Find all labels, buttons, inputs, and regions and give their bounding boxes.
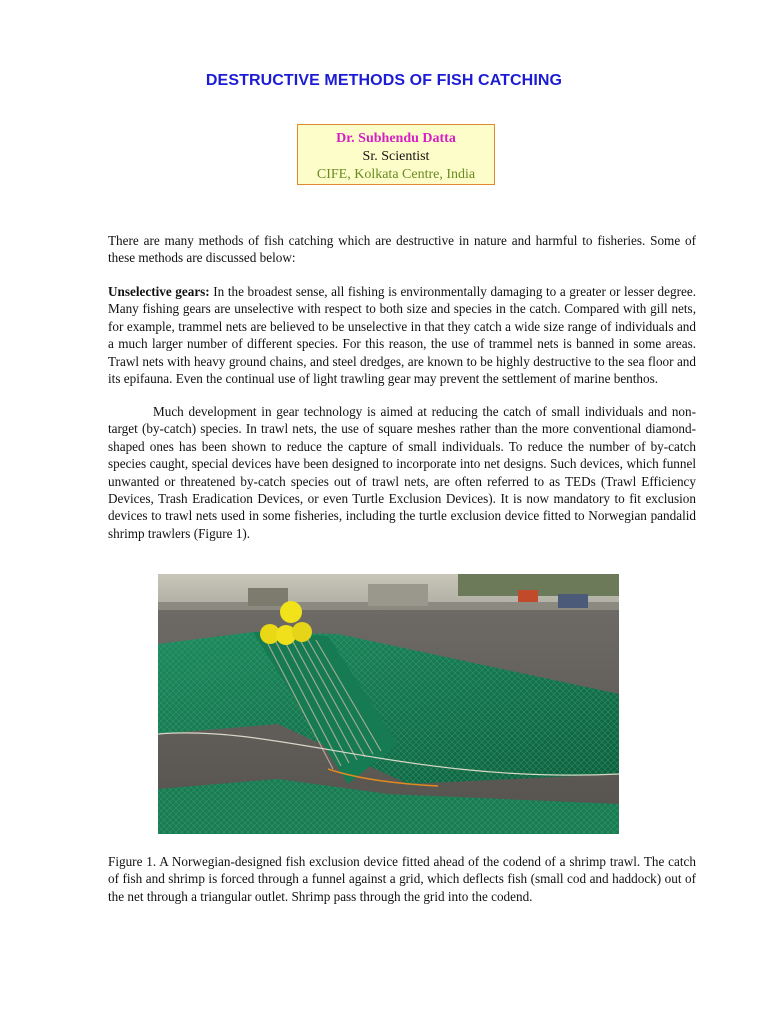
paragraph-text: Much development in gear technology is aimed at reducing the catch of small individuals and non-target (by-catch) species. In trawl nets, the use of square meshes rather than the more conventional diamond-shaped ones has been shown to reduce the capture of small individuals. To reduce the number of by-catch species caught, special devices have been designed to incorporate into net designs. Such devices, which funnel unwanted or threatened by-catch species out of trawl nets, are often referred to as TEDs (Trawl Efficiency Devices, Trash Eradication Devices, or even Turtle Exclusion Devices). It is now mandatory to fit exclusion devices to trawl nets used in some fisheries, including the turtle exclusion device fitted to Norwegian pandalid shrimp trawlers (Figure 1). bbox=[108, 404, 696, 541]
paragraph-text: In the broadest sense, all fishing is environmentally damaging to a greater or lesser degree. Many fishing gears are unselective with respect to both size and species in the catch. Compared with gill nets, for example, trammel nets are believed to be unselective in that they catch a wide size range of individuals and a much larger number of different species. For this reason, the use of trammel nets is banned in some areas. Trawl nets with heavy ground chains, and steel dredges, are known to be highly destructive to the sea floor and its epifauna. Even the continual use of light trawling gear may prevent the settlement of marine benthos. bbox=[108, 284, 696, 387]
author-institution: CIFE, Kolkata Centre, India bbox=[316, 167, 476, 182]
gear-technology-paragraph bbox=[108, 403, 696, 542]
intro-paragraph: There are many methods of fish catching which are destructive in nature and harmful to fisheries. Some of these methods are discussed below: bbox=[108, 233, 696, 266]
figure-caption: Figure 1. A Norwegian-designed fish exclusion device fitted ahead of the codend of a shrimp trawl. The catch of fish and shrimp is forced through a funnel against a grid, which deflects fish (small cod and haddock) out of the net through a triangular outlet. Shrimp pass through the grid into the codend. bbox=[108, 854, 696, 904]
unselective-gears-paragraph bbox=[108, 283, 696, 387]
document-title: DESTRUCTIVE METHODS OF FISH CATCHING bbox=[205, 72, 563, 89]
author-role: Sr. Scientist bbox=[362, 149, 430, 164]
figure-1-photo bbox=[158, 574, 619, 834]
section-heading: Unselective gears: bbox=[108, 284, 210, 299]
author-name: Dr. Subhendu Datta bbox=[336, 131, 456, 146]
author-box bbox=[297, 124, 495, 185]
